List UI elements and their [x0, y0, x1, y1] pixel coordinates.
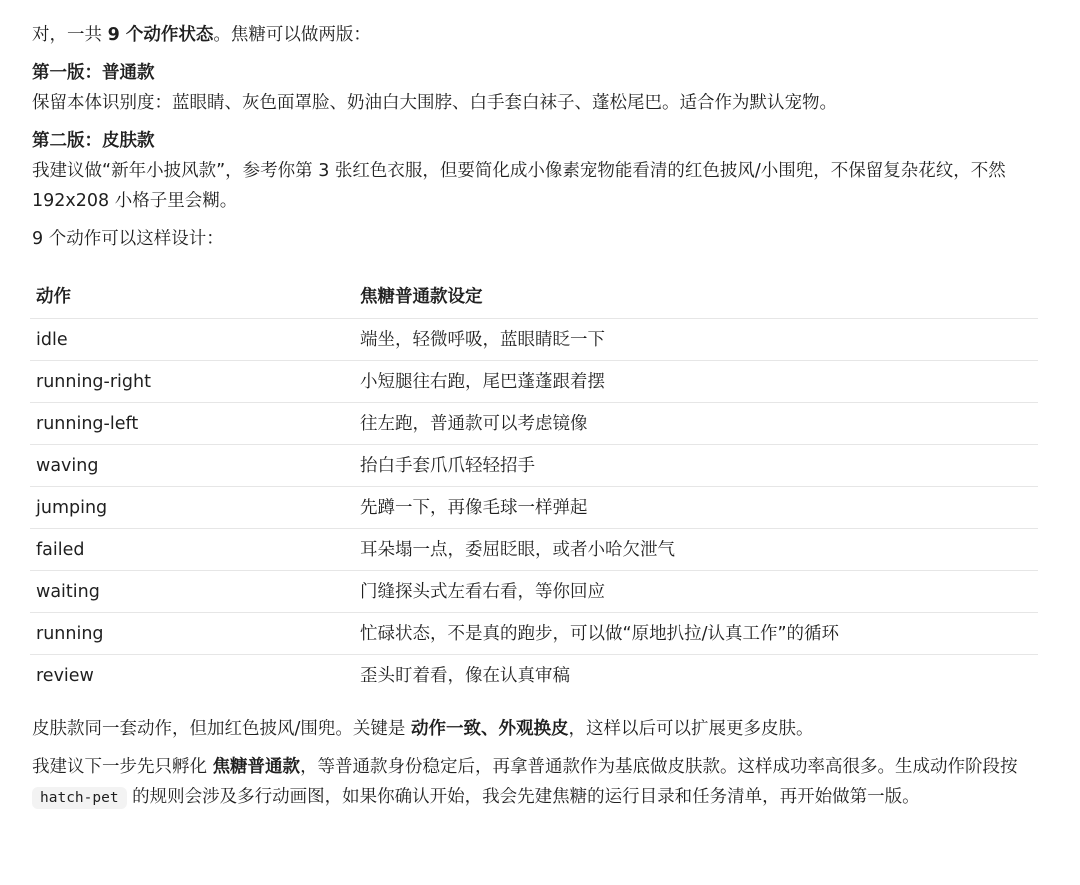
table-row [30, 655, 1038, 697]
action-setting: 忙碌状态，不是真的跑步，可以做“原地扒拉/认真工作”的循环 [354, 613, 1038, 655]
table-row [30, 571, 1038, 613]
action-name: running-right [30, 361, 354, 403]
intro-suffix: 。焦糖可以做两版： [213, 25, 371, 45]
next-step-bold: 焦糖普通款 [212, 757, 301, 777]
action-name: review [36, 665, 94, 686]
version2-section [32, 126, 1042, 216]
table-row [30, 361, 1038, 403]
intro-prefix: 对，一共 [32, 25, 108, 45]
action-name: running-left [30, 403, 354, 445]
table-row [30, 445, 1038, 487]
version1-desc: 保留本体识别度：蓝眼睛、灰色面罩脸、奶油白大围脖、白手套白袜子、蓬松尾巴。适合作为默认宠物。 [32, 93, 837, 113]
intro-bold: 9 个动作状态 [107, 25, 214, 45]
action-setting: 往左跑，普通款可以考虑镜像 [354, 403, 1038, 445]
action-setting: 小短腿往右跑，尾巴蓬蓬跟着摆 [354, 361, 1038, 403]
action-name: waving [30, 445, 354, 487]
action-setting: 端坐，轻微呼吸，蓝眼睛眨一下 [354, 319, 1038, 361]
inline-code: hatch-pet [32, 787, 127, 809]
next-step-prefix: 我建议下一步先只孵化 [32, 757, 213, 777]
table-row [30, 319, 1038, 361]
skin-note-paragraph [32, 714, 1042, 744]
intro-paragraph [32, 20, 1042, 50]
version1-title: 第一版：普通款 [32, 63, 155, 83]
action-setting: 耳朵塌一点，委屈眨眼，或者小哈欠泄气 [354, 529, 1038, 571]
version2-desc: 我建议做“新年小披风款”，参考你第 3 张红色衣服，但要简化成小像素宠物能看清的红色披风/小围兜，不保留复杂花纹，不然 192x208 小格子里会糊。 [32, 161, 1006, 211]
actions-table [30, 276, 1038, 696]
next-step-paragraph [32, 752, 1042, 813]
action-name: waiting [30, 571, 354, 613]
action-setting: 歪头盯着看，像在认真审稿 [360, 665, 570, 686]
table-intro: 9 个动作可以这样设计： [32, 229, 224, 249]
skin-note-suffix: ，这样以后可以扩展更多皮肤。 [568, 719, 814, 739]
action-setting: 门缝探头式左看右看，等你回应 [354, 571, 1038, 613]
table-header-row [30, 276, 1038, 319]
table-row [30, 529, 1038, 571]
action-name: idle [30, 319, 354, 361]
skin-note-bold: 动作一致、外观换皮 [410, 719, 569, 739]
table-row [30, 403, 1038, 445]
table-row [30, 487, 1038, 529]
skin-note-prefix: 皮肤款同一套动作，但加红色披风/围兜。关键是 [32, 719, 411, 739]
action-name: failed [30, 529, 354, 571]
action-name: jumping [30, 487, 354, 529]
next-step-middle: ，等普通款身份稳定后，再拿普通款作为基底做皮肤款。这样成功率高很多。生成动作阶段按 [300, 757, 1018, 777]
version2-title: 第二版：皮肤款 [32, 131, 155, 151]
version1-section [32, 58, 1042, 118]
action-setting: 先蹲一下，再像毛球一样弹起 [354, 487, 1038, 529]
action-name: running [30, 613, 354, 655]
header-setting: 焦糖普通款设定 [354, 276, 1038, 319]
assistant-message [32, 20, 1042, 813]
action-setting: 抬白手套爪爪轻轻招手 [354, 445, 1038, 487]
table-row [30, 613, 1038, 655]
next-step-suffix: 的规则会涉及多行动画图，如果你确认开始，我会先建焦糖的运行目录和任务清单，再开始做第一版。 [126, 787, 920, 807]
header-action: 动作 [30, 276, 354, 319]
